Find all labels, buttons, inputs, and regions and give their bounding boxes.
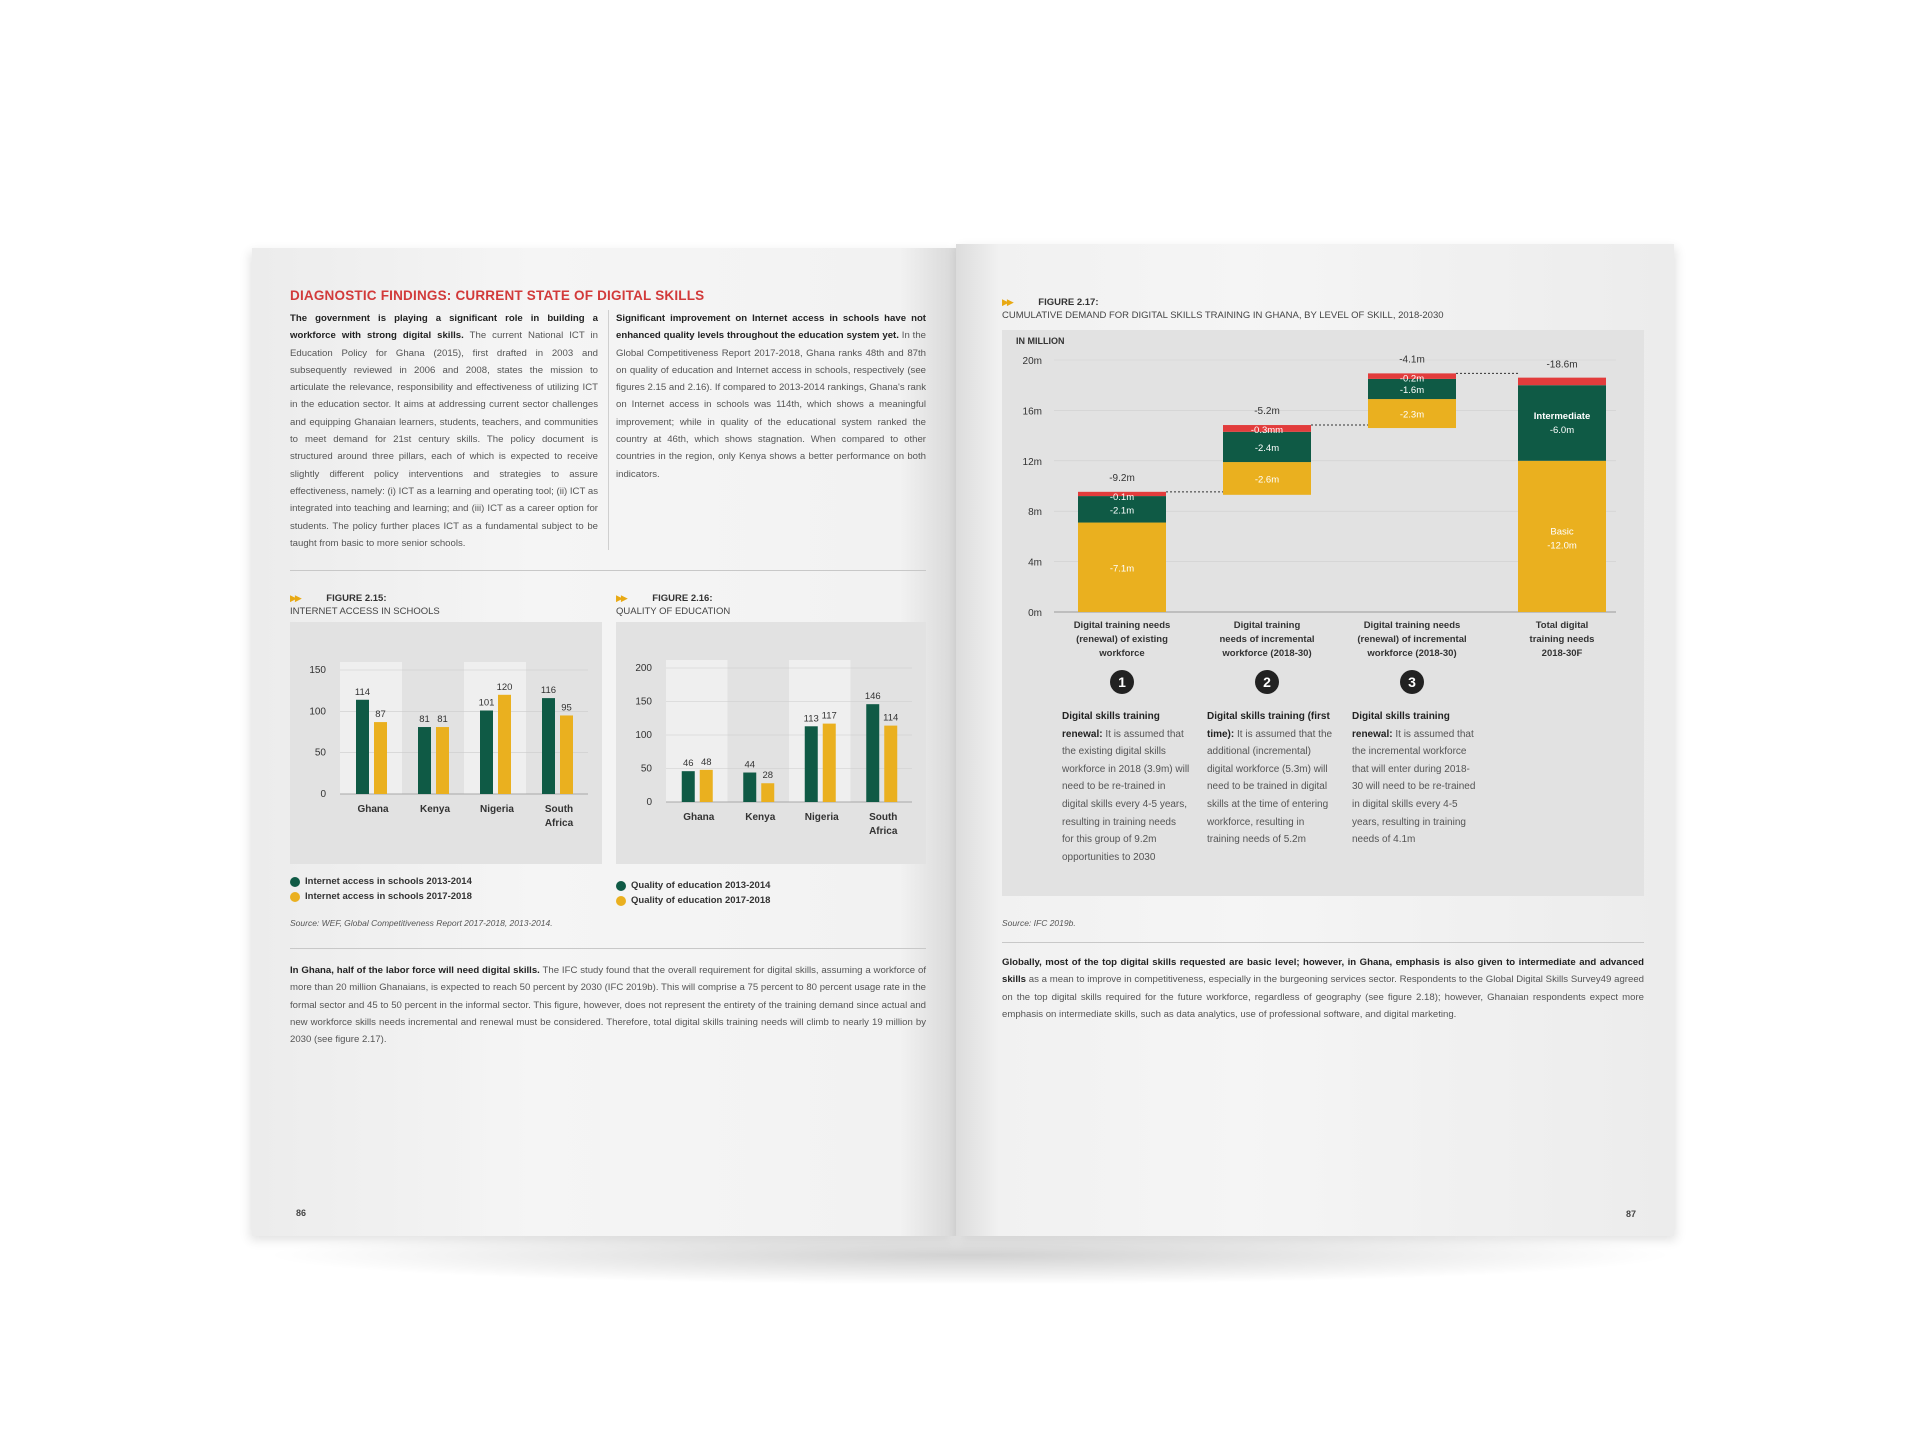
- legend-dot: [290, 877, 300, 887]
- bar: [498, 695, 511, 794]
- y-tick-label: 200: [635, 663, 652, 674]
- total-advanced-segment: [1518, 378, 1606, 386]
- fig215-chart: [290, 622, 602, 864]
- right-bottom-text: as a mean to improve in competitiveness, especially in the burgeoning services sector. Respondents to the Global Digital Skills Survey49 agreed on the top digital skills required for the future workforce, regardless of geography (see figure 2.18); however, Ghanaian respondents expect more emphasis on intermediate skills, such as data analytics, use of professional software, and digital marketing.: [1002, 974, 1644, 1020]
- data-label: 114: [883, 712, 899, 724]
- chart-band: [666, 660, 728, 802]
- y-tick-label: 0: [646, 797, 652, 808]
- intro-column-2: [616, 310, 926, 483]
- category-label: workforce (2018-30): [1367, 648, 1457, 659]
- category-label: 2018-30F: [1541, 648, 1583, 659]
- intro-column-1: [290, 310, 598, 552]
- fig215-number: FIGURE 2.15:: [326, 593, 387, 604]
- category-label: South: [869, 812, 898, 823]
- basic-label: -7.1m: [1109, 563, 1135, 575]
- chart-band: [728, 660, 790, 802]
- bar: [480, 711, 493, 794]
- category-label: Kenya: [419, 804, 451, 815]
- bar: [761, 783, 774, 802]
- section-divider: [290, 570, 926, 571]
- total-intermediate-segment: [1518, 385, 1606, 461]
- fig216-number: FIGURE 2.16:: [652, 593, 713, 604]
- step-number: 1: [1118, 674, 1126, 690]
- advanced-label: -0.2m: [1399, 373, 1425, 385]
- fig217-number: FIGURE 2.17:: [1038, 297, 1099, 308]
- category-label: needs of incremental: [1219, 634, 1315, 645]
- y-tick-label: 50: [314, 747, 326, 759]
- right-page-number: 87: [1626, 1209, 1637, 1219]
- right-divider: [1002, 942, 1644, 943]
- left-page: [252, 248, 956, 1236]
- fig217-chart-box: [1002, 330, 1644, 896]
- y-tick-label: 0m: [1028, 608, 1042, 619]
- category-label: (renewal) of incremental: [1357, 634, 1467, 645]
- fig215-chart-box: [290, 622, 602, 864]
- left-bottom-paragraph: [290, 962, 926, 1048]
- bar: [542, 698, 555, 794]
- y-tick-label: 12m: [1022, 456, 1042, 468]
- advanced-label: -0.3mm: [1250, 425, 1284, 437]
- category-label: South: [544, 804, 574, 815]
- data-label: 44: [744, 759, 756, 771]
- y-unit-label: IN MILLION: [1016, 336, 1065, 346]
- bottom-divider: [290, 948, 926, 949]
- fig215-arrows-icon: ▶▶: [290, 593, 300, 603]
- data-label: 81: [437, 714, 448, 726]
- legend-dot: [616, 896, 626, 906]
- category-label: workforce: [1099, 648, 1145, 659]
- y-tick-label: 8m: [1028, 507, 1042, 519]
- basic-label: -2.6m: [1254, 474, 1280, 486]
- category-label: Digital training needs: [1363, 620, 1461, 631]
- legend-label: Internet access in schools 2013-2014: [305, 876, 472, 887]
- total-intermediate-name: Intermediate: [1533, 411, 1591, 422]
- step-note-title: Digital skills training (first time):: [1207, 711, 1330, 740]
- y-tick-label: 150: [635, 696, 652, 708]
- step-number: 3: [1408, 674, 1416, 690]
- bar: [374, 722, 387, 794]
- data-label: 114: [354, 686, 371, 698]
- bar: [823, 724, 836, 802]
- category-label: training needs: [1529, 634, 1595, 645]
- chart-band: [851, 660, 913, 802]
- data-label: 113: [803, 713, 819, 725]
- right-source: Source: IFC 2019b.: [1002, 918, 1076, 928]
- fig217-arrows-icon: ▶▶: [1002, 297, 1012, 307]
- fig216-chart-box: [616, 622, 926, 864]
- fig215-title: INTERNET ACCESS IN SCHOOLS: [290, 606, 440, 617]
- bar: [866, 704, 879, 802]
- total-label: -9.2m: [1109, 472, 1135, 484]
- data-label: 120: [496, 681, 513, 693]
- intermediate-label: -1.6m: [1399, 384, 1425, 396]
- bar: [884, 726, 897, 802]
- y-tick-label: 20m: [1022, 356, 1042, 367]
- y-tick-label: 150: [309, 665, 326, 676]
- y-tick-label: 100: [635, 730, 652, 741]
- bar: [805, 726, 818, 802]
- total-label: -5.2m: [1254, 406, 1280, 418]
- step-number: 2: [1263, 674, 1271, 690]
- data-label: 116: [540, 685, 557, 697]
- bar: [436, 727, 449, 794]
- category-label: Nigeria: [480, 804, 514, 815]
- legend-dot: [616, 881, 626, 891]
- advanced-label: -0.1m: [1109, 491, 1135, 503]
- legend-item: [290, 891, 472, 902]
- data-label: 46: [682, 758, 694, 770]
- fig216-header: [616, 588, 730, 617]
- step-note: [1207, 708, 1335, 849]
- y-tick-label: 4m: [1028, 557, 1042, 569]
- data-label: 101: [478, 697, 495, 709]
- fig216-title: QUALITY OF EDUCATION: [616, 606, 731, 617]
- fig217-title: CUMULATIVE DEMAND FOR DIGITAL SKILLS TRAINING IN GHANA, BY LEVEL OF SKILL, 2018-2030: [1002, 310, 1444, 321]
- category-label: (renewal) of existing: [1076, 634, 1168, 645]
- bar: [682, 771, 695, 802]
- bar: [560, 715, 573, 794]
- y-tick-label: 100: [309, 706, 326, 718]
- data-label: 28: [762, 770, 774, 782]
- y-tick-label: 50: [640, 763, 652, 775]
- fig217-header: [1002, 292, 1444, 321]
- left-bottom-text: The IFC study found that the overall requirement for digital skills, assuming a workforce of more than 20 million Ghanaians, is expected to reach 50 percent by 2030 (IFC 2019b). This will comprise a 75 percent to 80 percent usage rate in the formal sector and 45 to 50 percent in the informal sector. This figure, however, does not represent the entirety of the training demand since actual and new workforce skills needs incremental and renewal must be considered. Therefore, total digital skills training needs will climb to nearly 19 million by 2030 (see figure 2.17).: [290, 965, 926, 1046]
- chart-band: [526, 662, 588, 794]
- legend-label: Quality of education 2017-2018: [631, 895, 771, 906]
- left-source: Source: WEF, Global Competitiveness Report 2017-2018, 2013-2014.: [290, 918, 553, 928]
- chart-band: [402, 662, 464, 794]
- right-bottom-paragraph: [1002, 954, 1644, 1023]
- data-label: 95: [561, 702, 572, 714]
- fig216-legend: [616, 880, 770, 906]
- category-label: Nigeria: [804, 812, 839, 823]
- category-label: Digital training needs: [1073, 620, 1171, 631]
- category-label: Kenya: [745, 812, 776, 823]
- chart-band: [340, 662, 402, 794]
- bar: [418, 727, 431, 794]
- col1-text: The current National ICT in Education Policy for Ghana (2015), first drafted in 2003 and subsequently reviewed in 2006 and 2008, states the mission to articulate the relevance, responsibility and effectiveness of utilizing ICT in the education sector. It aims at addressing current sector challenges and equipping Ghanaian learners, students, teachers, and communities to meet demand for 21st century skills. The policy document is structured around three pillars, each of which is expected to receive slightly different policy interventions and strategies to assure effectiveness, namely: (i) ICT as a learning and operating tool; (ii) ICT as integrated into teaching and learning; and (iii) ICT as a career option for students. The policy further places ICT as a fundamental subject to be taught from basic to more senior schools.: [290, 330, 598, 549]
- col2-text: In the Global Competitiveness Report 2017-2018, Ghana ranks 48th and 87th on quality of education and Internet access in schools, respectively (see figures 2.15 and 2.16). If compared to 2013-2014 rankings, Ghana's rank on Internet access in schools was 114th, which shows a meaningful improvement; while in quality of the educational system ranked the country at 46th, which shows stagnation. When compared to other countries in the region, only Kenya shows a better performance on both indicators.: [616, 330, 927, 480]
- step-note-text: It is assumed that the additional (incremental) digital workforce (5.3m) will need to be trained in digital skills at the time of entering workforce, resulting in training needs of 5.2m: [1207, 728, 1333, 846]
- column-divider: [608, 310, 609, 550]
- chart-band: [789, 660, 851, 802]
- step-note-title: Digital skills training renewal:: [1352, 711, 1450, 740]
- bar: [700, 770, 713, 802]
- total-label: -4.1m: [1399, 354, 1425, 366]
- category-label: Africa: [544, 818, 574, 829]
- y-tick-label: 16m: [1022, 406, 1042, 418]
- left-page-number: 86: [296, 1208, 307, 1218]
- fig215-legend: [290, 876, 472, 902]
- intermediate-label: -2.1m: [1109, 505, 1135, 517]
- right-bottom-lead: Globally, most of the top digital skills requested are basic level; however, in Ghana, emphasis is also given to intermediate and advanced skills: [1002, 957, 1644, 986]
- section-heading: DIAGNOSTIC FINDINGS: CURRENT STATE OF DIGITAL SKILLS: [290, 288, 705, 303]
- legend-item: [616, 880, 770, 891]
- left-bottom-lead: In Ghana, half of the labor force will need digital skills.: [290, 965, 540, 976]
- step-note-text: It is assumed that the incremental workforce that will enter during 2018-30 will need to be re-trained in digital skills every 4-5 years, resulting in training needs of 4.1m: [1352, 728, 1476, 846]
- total-intermediate-label: -6.0m: [1549, 425, 1575, 436]
- legend-label: Internet access in schools 2017-2018: [305, 891, 472, 902]
- y-tick-label: 0: [320, 789, 326, 800]
- legend-item: [290, 876, 472, 887]
- fig215-header: [290, 588, 440, 617]
- total-basic-name: Basic: [1550, 526, 1574, 538]
- data-label: 146: [864, 691, 881, 703]
- category-label: Ghana: [357, 804, 389, 815]
- data-label: 81: [419, 714, 430, 726]
- col2-lead: Significant improvement on Internet access in schools have not enhanced quality levels throughout the education system yet.: [616, 313, 926, 342]
- legend-item: [616, 895, 770, 906]
- chart-band: [464, 662, 526, 794]
- fig216-arrows-icon: ▶▶: [616, 593, 626, 603]
- category-label: Digital training: [1233, 620, 1301, 631]
- legend-label: Quality of education 2013-2014: [631, 880, 771, 891]
- step-note-text: It is assumed that the existing digital skills workforce in 2018 (3.9m) will need to be re-trained in digital skills every 4-5 years, resulting in training needs for this group of 9.2m opportunities to 2030: [1062, 728, 1190, 863]
- right-page: [956, 244, 1674, 1236]
- total-basic-label: -12.0m: [1547, 540, 1577, 552]
- fig216-chart: [616, 622, 926, 864]
- step-note-title: Digital skills training renewal:: [1062, 711, 1160, 740]
- bar: [743, 773, 756, 802]
- data-label: 87: [375, 709, 386, 721]
- col1-lead: The government is playing a significant role in building a workforce with strong digital skills.: [290, 313, 598, 342]
- basic-label: -2.3m: [1399, 409, 1425, 421]
- category-label: workforce (2018-30): [1222, 648, 1312, 659]
- intermediate-label: -2.4m: [1254, 442, 1280, 454]
- step-note: [1062, 708, 1190, 866]
- data-label: 48: [700, 756, 712, 768]
- step-note: [1352, 708, 1480, 849]
- data-label: 117: [821, 710, 837, 722]
- total-label: -18.6m: [1546, 359, 1578, 371]
- legend-dot: [290, 892, 300, 902]
- bar: [356, 700, 369, 794]
- category-label: Africa: [869, 826, 898, 837]
- category-label: Ghana: [683, 812, 715, 823]
- category-label: Total digital: [1535, 620, 1589, 631]
